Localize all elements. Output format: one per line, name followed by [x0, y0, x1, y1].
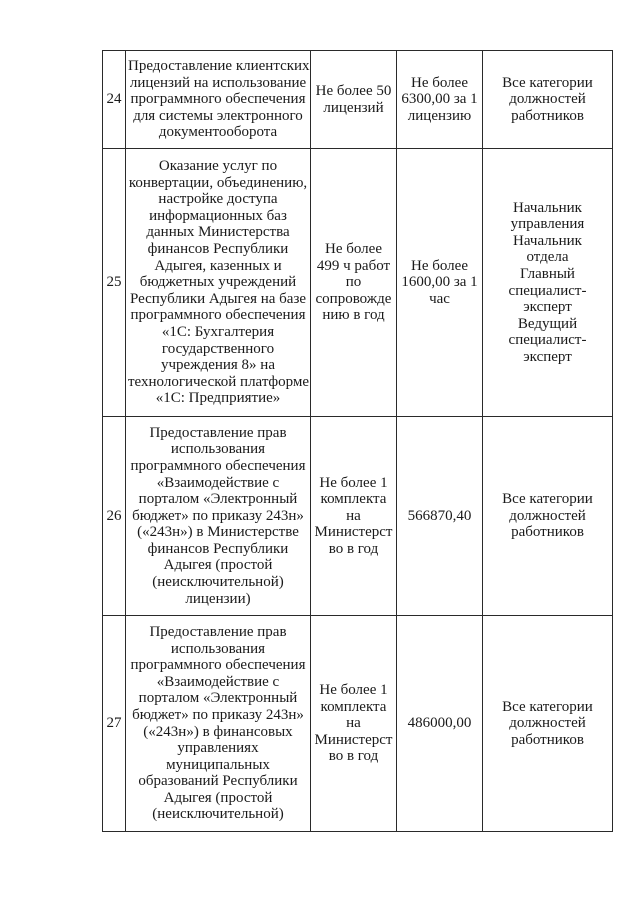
cell-text-line: программного обеспечения [130, 457, 306, 474]
cell-text-line: программного обеспечения [130, 657, 306, 674]
cell-text-line: на [346, 715, 361, 732]
cell-text-line: 6300,00 за 1 [401, 91, 478, 108]
cell-text-line: финансов Республики [147, 241, 289, 258]
service-name-cell [126, 51, 311, 149]
cell-text-line: Ведущий [517, 315, 578, 332]
cell-text-line: Главный [520, 265, 575, 282]
cell-text-line: управлениях [177, 740, 259, 757]
cell-text-line: 566870,40 [407, 507, 472, 524]
cell-text-line: программного обеспечения [130, 91, 306, 108]
cell-text-line: управления [510, 216, 585, 233]
cell-text-line: «Взаимодействие с [156, 474, 280, 491]
cell-text-line: финансов Республики [147, 540, 289, 557]
cell-text-line: информационных баз [149, 207, 287, 224]
cell-text-line: Не более 1 [319, 682, 388, 699]
cell-text-line: (неисключительной) [152, 574, 284, 591]
table-row [103, 616, 613, 832]
row-number-cell: 26 [103, 417, 126, 616]
row-number-cell: 25 [103, 149, 126, 417]
cell-text-line: Все категории [502, 698, 593, 715]
cell-text-line: технологической платформе [128, 373, 310, 390]
service-name-cell [126, 616, 311, 832]
cell-text-line: 486000,00 [407, 715, 472, 732]
cell-text-line: эксперт [523, 348, 572, 365]
cell-text-line: Начальник [513, 199, 582, 216]
cell-text-line: Республики Адыгея на базе [129, 290, 307, 307]
quantity-cell [311, 51, 397, 149]
document-table [102, 50, 613, 832]
cell-text-line: Министерст [314, 731, 393, 748]
row-number-cell: 27 [103, 616, 126, 832]
cell-text-line: учреждения 8» на [161, 357, 275, 374]
cell-text-line: специалист- [508, 332, 587, 349]
cell-text-line: лицензию [407, 107, 472, 124]
cell-text-line: лицензии) [185, 590, 251, 607]
cell-text-line: лицензий на использование [129, 74, 307, 91]
service-name-cell [126, 417, 311, 616]
cell-text-line: Не более [411, 74, 468, 91]
cell-text-line: работников [511, 524, 584, 541]
cell-text-line: во в год [328, 540, 379, 557]
price-cell [397, 149, 483, 417]
cell-text-line: комплекта [320, 698, 387, 715]
cell-text-line: 1600,00 за 1 [401, 274, 478, 291]
cell-text-line: «1С: Предприятие» [155, 390, 281, 407]
employee-category-cell [483, 616, 613, 832]
price-cell [397, 417, 483, 616]
cell-text-line: образований Республики [138, 773, 298, 790]
cell-text-line: Адыгея (простой [163, 789, 273, 806]
cell-text-line: бюджет» по приказу 243н» [132, 507, 304, 524]
cell-text-line: документооборота [158, 124, 278, 141]
cell-text-line: во в год [328, 748, 379, 765]
cell-text-line: комплекта [320, 491, 387, 508]
employee-category-cell [483, 149, 613, 417]
table-row [103, 417, 613, 616]
cell-text-line: Не более 50 [315, 82, 392, 99]
cell-text-line: должностей [509, 715, 586, 732]
table-row [103, 51, 613, 149]
cell-text-line: для системы электронного [133, 107, 303, 124]
cell-text-line: работников [511, 731, 584, 748]
cell-text-line: Предоставление клиентских [128, 58, 310, 75]
cell-text-line: (неисключительной) [152, 806, 284, 823]
row-number-cell: 24 [103, 51, 126, 149]
cell-text-line: Все категории [502, 74, 593, 91]
price-cell [397, 616, 483, 832]
price-cell [397, 51, 483, 149]
cell-text-line: Все категории [502, 491, 593, 508]
cell-text-line: Предоставление прав [149, 623, 287, 640]
cell-text-line: государственного [161, 340, 275, 357]
cell-text-line: отдела [526, 249, 569, 266]
cell-text-line: Предоставление прав [149, 424, 287, 441]
cell-text-line: 499 ч работ [316, 257, 391, 274]
cell-text-line: по [345, 274, 362, 291]
cell-text-line: Адыгея, казенных и [154, 257, 282, 274]
cell-text-line: данных Министерства [146, 224, 290, 241]
cell-text-line: («243н») в финансовых [143, 723, 293, 740]
cell-text-line: Начальник [513, 232, 582, 249]
cell-text-line: «1С: Бухгалтерия [161, 323, 275, 340]
cell-text-line: конвертации, объединению, [128, 174, 308, 191]
cell-text-line: настройке доступа [158, 191, 278, 208]
cell-text-line: Не более [325, 241, 382, 258]
cell-text-line: должностей [509, 91, 586, 108]
service-name-cell [126, 149, 311, 417]
cell-text-line: использования [170, 640, 266, 657]
cell-text-line: порталом «Электронный [138, 491, 298, 508]
cell-text-line: Оказание услуг по [158, 158, 278, 175]
cell-text-line: час [429, 290, 450, 307]
quantity-cell [311, 616, 397, 832]
cell-text-line: использования [170, 441, 266, 458]
employee-category-cell [483, 417, 613, 616]
cell-text-line: специалист- [508, 282, 587, 299]
table-row [103, 149, 613, 417]
cell-text-line: порталом «Электронный [138, 690, 298, 707]
cell-text-line: на [346, 507, 361, 524]
employee-category-cell [483, 51, 613, 149]
cell-text-line: Министерст [314, 524, 393, 541]
cell-text-line: Не более [411, 257, 468, 274]
cell-text-line: («243н») в Министерстве [137, 524, 299, 541]
cell-text-line: работников [511, 107, 584, 124]
cell-text-line: Адыгея (простой [163, 557, 273, 574]
cell-text-line: эксперт [523, 299, 572, 316]
cell-text-line: программного обеспечения [130, 307, 306, 324]
cell-text-line: бюджетных учреждений [139, 274, 297, 291]
cell-text-line: муниципальных [166, 756, 270, 773]
cell-text-line: сопровожде [315, 290, 392, 307]
cell-text-line: бюджет» по приказу 243н» [132, 706, 304, 723]
quantity-cell [311, 149, 397, 417]
cell-text-line: «Взаимодействие с [156, 673, 280, 690]
quantity-cell [311, 417, 397, 616]
cell-text-line: нию в год [322, 307, 385, 324]
cell-text-line: должностей [509, 507, 586, 524]
cell-text-line: Не более 1 [319, 474, 388, 491]
cell-text-line: лицензий [323, 99, 384, 116]
